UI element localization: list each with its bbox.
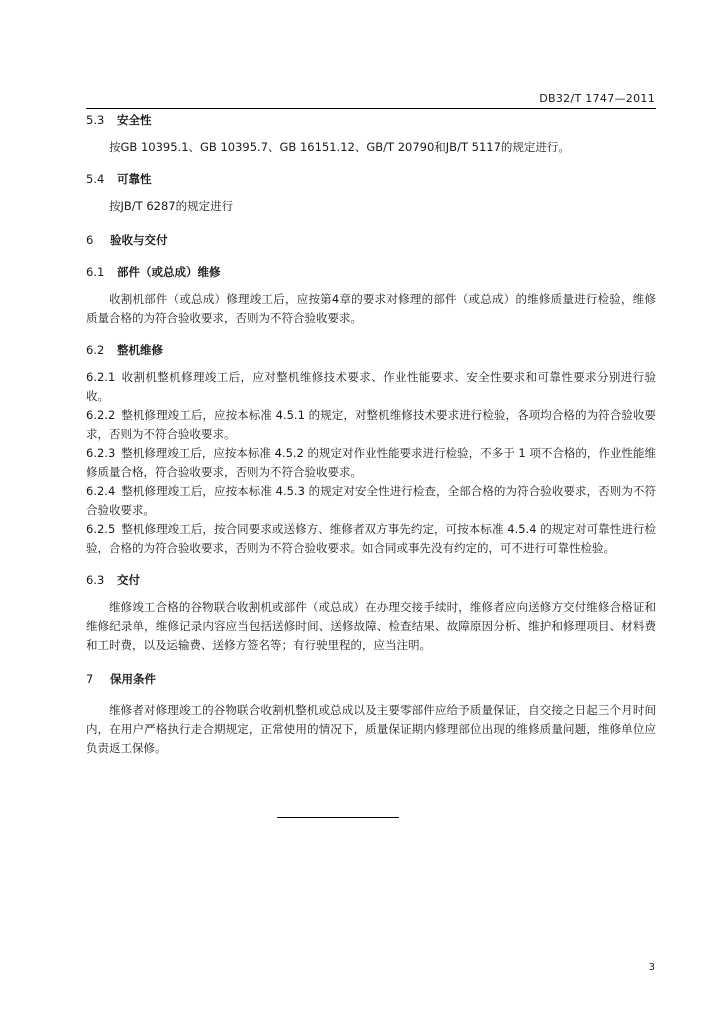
list-item: [86, 520, 656, 558]
section-5-4-text: 按JB/T 6287的规定进行: [109, 199, 234, 213]
section-title: 保用条件: [110, 672, 156, 686]
section-5-3-text: 按GB 10395.1、GB 10395.7、GB 16151.12、GB/T 20790和JB/T 5117的规定进行。: [109, 140, 570, 154]
standard-code: DB32/T 1747—2011: [539, 92, 655, 105]
item-number: 6.2.1: [86, 370, 116, 384]
item-number: 6.2.3: [86, 446, 116, 460]
section-number: 5.4: [86, 172, 105, 186]
section-number: 5.3: [86, 113, 105, 127]
section-6-3-heading: [86, 572, 656, 588]
list-item: [86, 406, 656, 444]
section-5-3-heading: [86, 112, 656, 128]
section-title: 可靠性: [117, 172, 152, 186]
section-number: 6.2: [86, 343, 105, 357]
section-title: 部件（或总成）维修: [117, 265, 221, 279]
section-6-1-text: 收割机部件（或总成）修理竣工后，应按第4章的要求对修理的部件（或总成）的维修质量进行检验，维修质量合格的为符合验收要求，否则为不符合验收要求。: [86, 292, 656, 325]
item-number: 6.2.2: [86, 408, 116, 422]
section-6-1-heading: [86, 264, 656, 280]
header-rule: [86, 108, 656, 109]
section-6-2-heading: [86, 342, 656, 358]
section-title: 整机维修: [117, 343, 163, 357]
section-number: 6.3: [86, 573, 105, 587]
list-item: [86, 368, 656, 406]
item-number: 6.2.4: [86, 484, 116, 498]
item-text: 整机修理竣工后，按合同要求或送修方、维修者双方事先约定，可按本标准 4.5.4 的规定对可靠性进行检验，合格的为符合验收要求，否则为不符合验收要求。如合同或事先没有约定的，可不进行可靠性检验。: [86, 522, 656, 555]
section-title: 验收与交付: [110, 233, 168, 247]
section-6-3-text: 维修竣工合格的谷物联合收割机或部件（或总成）在办理交接手续时，维修者应向送修方交付维修合格证和维修纪录单，维修记录内容应当包括送修时间、送修故障、检查结果、故障原因分析、维护和修理项目、材料费和工时费，以及运输费、送修方签名等；有行驶里程的，应当注明。: [86, 600, 656, 652]
section-number: 6.1: [86, 265, 105, 279]
item-text: 整机修理竣工后，应按本标准 4.5.2 的规定对作业性能要求进行检验，不多于 1 项不合格的，作业性能维修质量合格，符合验收要求，否则为不符合验收要求。: [86, 446, 656, 479]
list-item: [86, 444, 656, 482]
section-6-heading: [86, 232, 656, 248]
list-item: [86, 482, 656, 520]
section-title: 安全性: [117, 113, 152, 127]
page-number: 3: [648, 962, 655, 973]
item-text: 整机修理竣工后，应按本标准 4.5.3 的规定对安全性进行检查，全部合格的为符合验收要求，否则为不符合验收要求。: [86, 484, 656, 517]
section-5-4-heading: [86, 171, 656, 187]
item-text: 收割机整机修理竣工后，应对整机维修技术要求、作业性能要求、安全性要求和可靠性要求分别进行验收。: [86, 370, 656, 403]
section-7-text: 维修者对修理竣工的谷物联合收割机整机或总成以及主要零部件应给予质量保证，自交接之日起三个月时间内，在用户严格执行走合期规定，正常使用的情况下，质量保证期内修理部位出现的维修质量问题，维修单位应负责返工保修。: [86, 703, 656, 755]
end-of-document-rule: [277, 817, 399, 818]
section-title: 交付: [117, 573, 140, 587]
section-number: 7: [86, 672, 94, 686]
item-number: 6.2.5: [86, 522, 116, 536]
section-number: 6: [86, 233, 94, 247]
item-text: 整机修理竣工后，应按本标准 4.5.1 的规定，对整机维修技术要求进行检验，各项均合格的为符合验收要求，否则为不符合验收要求。: [86, 408, 656, 441]
section-6-2-list: [86, 368, 656, 558]
section-7-heading: [86, 671, 656, 687]
document-body: [86, 112, 656, 758]
